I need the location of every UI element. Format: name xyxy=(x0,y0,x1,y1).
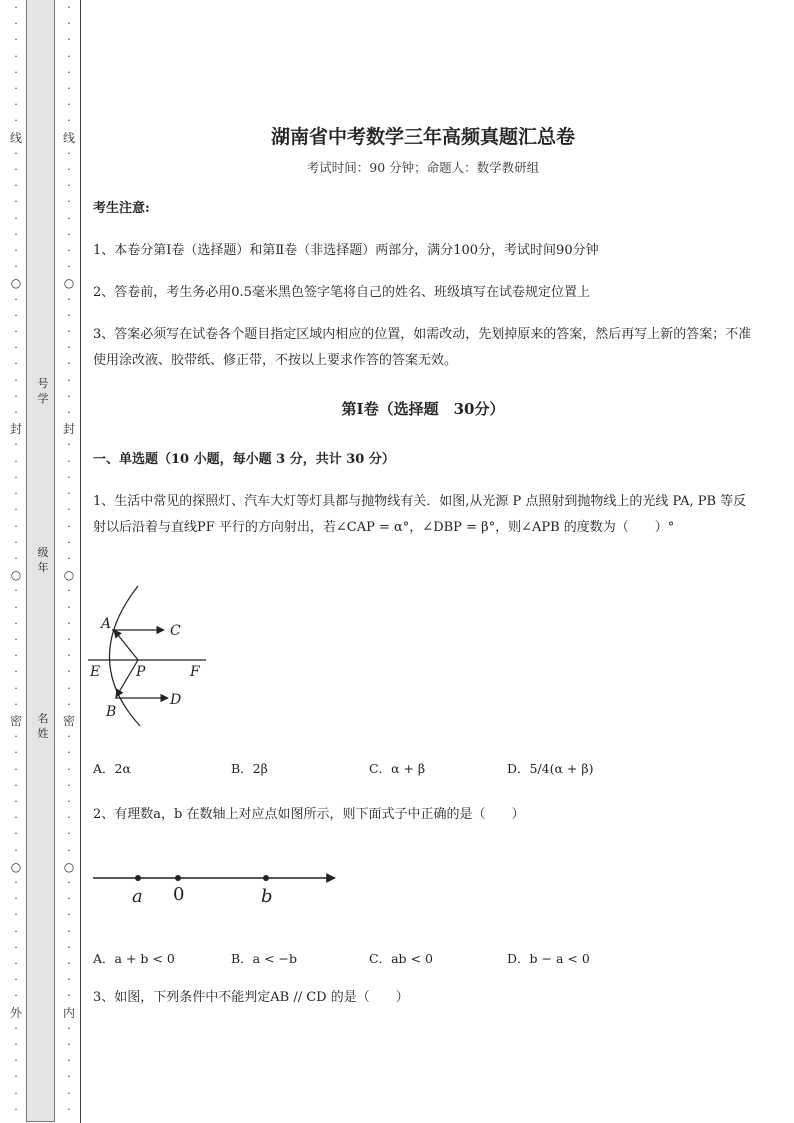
dot: · xyxy=(14,114,18,128)
option-c[interactable]: C．ab < 0 xyxy=(369,951,433,966)
option-b[interactable]: B．a < −b xyxy=(231,951,298,966)
label-f: F xyxy=(190,664,200,680)
field-name: 名姓 xyxy=(37,712,49,740)
dot: · xyxy=(67,341,71,355)
dot: · xyxy=(67,551,71,565)
dot: · xyxy=(67,17,71,31)
dot: · xyxy=(67,227,71,241)
number-line-figure xyxy=(93,864,343,910)
dot: · xyxy=(67,163,71,177)
dot: · xyxy=(14,973,18,987)
dot: · xyxy=(14,535,18,549)
dot: · xyxy=(14,438,18,452)
part-heading: 一、单选题（10 小题，每小题 3 分，共计 30 分） xyxy=(93,452,395,467)
dot: · xyxy=(14,551,18,565)
dot: · xyxy=(67,875,71,889)
dot: · xyxy=(14,940,18,954)
dot: · xyxy=(67,470,71,484)
dot: · xyxy=(67,681,71,695)
axis-label-b: b xyxy=(261,886,273,907)
dot: · xyxy=(67,892,71,906)
question-1-text: 1、生活中常见的探照灯、汽车大灯等灯具都与抛物线有关．如图,从光源 P 点照射到抛物线上的光线 PA, PB 等反射以后沿着与直线PF 平行的方向射出，若∠CAP = α°，∠DBP = β°，则∠APB 的度数为（ ）° xyxy=(93,494,747,535)
margin-rule xyxy=(80,0,81,1123)
dot: · xyxy=(67,956,71,970)
dot: · xyxy=(14,875,18,889)
dot: · xyxy=(14,341,18,355)
dot: · xyxy=(67,811,71,825)
dot: · xyxy=(67,940,71,954)
dot: · xyxy=(14,1054,18,1068)
dot: · xyxy=(14,1086,18,1100)
dot: · xyxy=(67,665,71,679)
parabola-figure xyxy=(88,580,218,730)
dot: · xyxy=(14,195,18,209)
dot: · xyxy=(67,114,71,128)
dot: · xyxy=(14,730,18,744)
dot: · xyxy=(67,762,71,776)
dot: · xyxy=(67,924,71,938)
dot: · xyxy=(14,989,18,1003)
binding-margin xyxy=(0,0,82,1123)
margin-marker: 密 xyxy=(9,713,22,728)
field-student-number: 号学 xyxy=(37,377,49,405)
margin-marker: 密 xyxy=(62,713,75,728)
dot: · xyxy=(67,730,71,744)
question-2-text: 2、有理数a，b 在数轴上对应点如图所示，则下面式子中正确的是（ ） xyxy=(93,807,525,822)
dot: · xyxy=(14,827,18,841)
dot: · xyxy=(14,292,18,306)
dot: · xyxy=(14,1070,18,1084)
dot: · xyxy=(14,260,18,274)
dot: · xyxy=(14,389,18,403)
dot: · xyxy=(14,146,18,160)
page-title: 湖南省中考数学三年高频真题汇总卷 xyxy=(270,126,575,148)
margin-marker: ○ xyxy=(63,276,75,291)
dotted-cut-line-left xyxy=(9,0,23,1123)
dot: · xyxy=(14,406,18,420)
dot: · xyxy=(14,503,18,517)
dot: · xyxy=(67,244,71,258)
dot: · xyxy=(14,1038,18,1051)
dot: · xyxy=(67,146,71,160)
dot: · xyxy=(67,1070,71,1084)
dot: · xyxy=(14,82,18,96)
dot: · xyxy=(14,17,18,31)
dot: · xyxy=(67,632,71,646)
dot: · xyxy=(14,65,18,79)
dot: · xyxy=(67,487,71,501)
dot: · xyxy=(67,584,71,598)
margin-marker: ○ xyxy=(10,276,22,291)
axis-label-zero: 0 xyxy=(173,884,185,905)
dot: · xyxy=(14,1021,18,1035)
dot: · xyxy=(14,308,18,322)
dot: · xyxy=(14,892,18,906)
margin-marker: 内 xyxy=(62,1005,75,1020)
dot: · xyxy=(67,179,71,193)
dot: · xyxy=(67,454,71,468)
dot: · xyxy=(67,438,71,452)
dot: · xyxy=(14,487,18,501)
dot: · xyxy=(14,616,18,630)
dot: · xyxy=(14,470,18,484)
dot: · xyxy=(67,49,71,63)
dot: · xyxy=(14,325,18,339)
option-d[interactable]: D．5/4(α + β) xyxy=(507,761,594,776)
margin-marker: 封 xyxy=(62,422,75,437)
dot: · xyxy=(67,778,71,792)
dot: · xyxy=(14,49,18,63)
question-3-text: 3、如图，下列条件中不能判定AB // CD 的是（ ） xyxy=(93,990,409,1005)
dot: · xyxy=(67,794,71,808)
option-a[interactable]: A．a + b < 0 xyxy=(93,951,175,966)
dot: · xyxy=(14,632,18,646)
dot: · xyxy=(67,65,71,79)
dot: · xyxy=(14,33,18,47)
point-zero xyxy=(175,875,181,881)
point-a xyxy=(135,875,141,881)
margin-marker: 线 xyxy=(9,130,22,145)
dot: · xyxy=(67,616,71,630)
dot: · xyxy=(67,973,71,987)
dot: · xyxy=(14,665,18,679)
section-title: 第Ⅰ卷（选择题 30分） xyxy=(341,400,505,418)
margin-marker: ○ xyxy=(10,859,22,874)
dot: · xyxy=(67,195,71,209)
dot: · xyxy=(67,1038,71,1051)
dot: · xyxy=(67,843,71,857)
dot: · xyxy=(67,827,71,841)
dot: · xyxy=(67,908,71,922)
dot: · xyxy=(14,584,18,598)
dot: · xyxy=(14,373,18,387)
margin-marker: ○ xyxy=(63,568,75,583)
dot: · xyxy=(14,98,18,112)
ray-pa xyxy=(114,630,138,660)
dot: · xyxy=(67,649,71,663)
dot: · xyxy=(67,600,71,614)
dot: · xyxy=(67,357,71,371)
dot: · xyxy=(67,292,71,306)
dot: · xyxy=(67,697,71,711)
dot: · xyxy=(67,503,71,517)
dot: · xyxy=(14,163,18,177)
dot: · xyxy=(67,989,71,1003)
dot: · xyxy=(14,244,18,258)
dot: · xyxy=(67,82,71,96)
ray-pb xyxy=(116,660,138,697)
dot: · xyxy=(14,811,18,825)
dot: · xyxy=(67,1086,71,1100)
dot: · xyxy=(14,924,18,938)
dot: · xyxy=(67,325,71,339)
option-a[interactable]: A．2α xyxy=(93,761,131,776)
notice-item-3: 3、答案必须写在试卷各个题目指定区域内相应的位置，如需改动，先划掉原来的答案，然后再写上新的答案；不准使用涂改液、胶带纸、修正带，不按以上要求作答的答案无效。 xyxy=(93,327,752,368)
dot: · xyxy=(14,697,18,711)
dot: · xyxy=(14,649,18,663)
notice-item-2: 2、答卷前，考生务必用0.5毫米黑色签字笔将自己的姓名、班级填写在试卷规定位置上 xyxy=(93,285,590,300)
dot: · xyxy=(67,260,71,274)
label-c: C xyxy=(170,623,181,639)
dot: · xyxy=(14,1102,18,1116)
dot: · xyxy=(14,956,18,970)
dot: · xyxy=(67,1021,71,1035)
dot: · xyxy=(14,600,18,614)
label-e: E xyxy=(90,664,101,680)
margin-marker: ○ xyxy=(63,859,75,874)
dot: · xyxy=(14,778,18,792)
margin-marker: 线 xyxy=(62,130,75,145)
dot: · xyxy=(14,794,18,808)
dot: · xyxy=(14,746,18,760)
dot: · xyxy=(14,519,18,533)
dot: · xyxy=(67,519,71,533)
dot: · xyxy=(14,454,18,468)
dot: · xyxy=(14,211,18,225)
field-grade: 级年 xyxy=(37,546,49,574)
dot: · xyxy=(14,1,18,14)
option-c[interactable]: C．α + β xyxy=(369,761,426,776)
exam-subtitle: 考试时间：90 分钟；命题人：数学教研组 xyxy=(306,160,540,175)
label-d: D xyxy=(170,692,182,708)
dot: · xyxy=(67,389,71,403)
dot: · xyxy=(67,211,71,225)
dot: · xyxy=(14,843,18,857)
dot: · xyxy=(14,681,18,695)
dot: · xyxy=(67,98,71,112)
margin-marker: 外 xyxy=(9,1005,22,1020)
dot: · xyxy=(67,1,71,14)
dot: · xyxy=(14,762,18,776)
notice-item-1: 1、本卷分第Ⅰ卷（选择题）和第Ⅱ卷（非选择题）两部分，满分100分，考试时间90分钟 xyxy=(93,243,599,258)
dot: · xyxy=(14,908,18,922)
option-b[interactable]: B．2β xyxy=(231,761,268,776)
option-d[interactable]: D．b − a < 0 xyxy=(507,951,590,966)
dot: · xyxy=(14,179,18,193)
label-a: A xyxy=(101,616,112,632)
margin-marker: 封 xyxy=(9,422,22,437)
dot: · xyxy=(67,1102,71,1116)
dot: · xyxy=(67,1054,71,1068)
dot: · xyxy=(67,746,71,760)
dot: · xyxy=(14,357,18,371)
dot: · xyxy=(67,308,71,322)
dot: · xyxy=(67,535,71,549)
dot: · xyxy=(67,406,71,420)
label-b: B xyxy=(106,704,117,720)
margin-marker: ○ xyxy=(10,568,22,583)
axis-label-a: a xyxy=(132,886,143,907)
label-p: P xyxy=(136,664,146,680)
dot: · xyxy=(14,227,18,241)
notice-heading: 考生注意: xyxy=(93,201,150,216)
dotted-cut-line-right xyxy=(62,0,76,1123)
point-b xyxy=(263,875,269,881)
dot: · xyxy=(67,33,71,47)
dot: · xyxy=(67,373,71,387)
